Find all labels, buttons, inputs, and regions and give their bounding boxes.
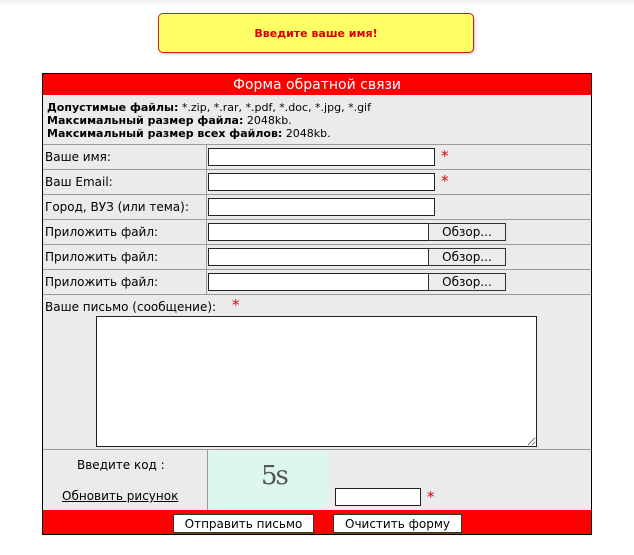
captcha-label: Введите код : — [77, 458, 165, 472]
city-row — [43, 195, 591, 220]
message-required-mark: * — [232, 296, 240, 314]
max-total-line — [47, 127, 591, 140]
name-row — [43, 145, 591, 170]
attach-path-input-2[interactable] — [208, 248, 429, 266]
attach-row-1 — [43, 220, 591, 245]
max-total-label: Максимальный размер всех файлов: — [47, 127, 283, 140]
browse-button-3[interactable]: Обзор... — [428, 273, 506, 291]
browse-button-2[interactable]: Обзор... — [428, 248, 506, 266]
allowed-files-label: Допустимые файлы: — [47, 101, 179, 114]
message-textarea[interactable] — [96, 316, 537, 447]
validation-alert — [158, 13, 474, 53]
captcha-image — [209, 451, 329, 507]
allowed-files-value: *.zip, *.rar, *.pdf, *.doc, *.jpg, *.gif — [181, 101, 371, 114]
file-info — [43, 95, 591, 145]
alert-text: Введите ваше имя! — [254, 26, 378, 40]
message-row — [43, 295, 591, 450]
city-input[interactable] — [208, 198, 435, 216]
attach-label-1: Приложить файл: — [43, 220, 207, 244]
max-total-value: 2048kb. — [285, 127, 331, 140]
allowed-files-line — [47, 101, 591, 114]
window-top-edge — [0, 0, 634, 6]
email-label: Ваш Email: — [43, 170, 207, 194]
feedback-form — [42, 73, 592, 535]
max-file-line — [47, 114, 591, 127]
attach-label-2: Приложить файл: — [43, 245, 207, 269]
captcha-code-input[interactable] — [335, 488, 421, 506]
refresh-captcha-link[interactable]: Обновить рисунок — [62, 489, 179, 503]
attach-path-input-3[interactable] — [208, 273, 429, 291]
captcha-required-mark: * — [427, 488, 435, 506]
reset-button[interactable]: Очистить форму — [333, 514, 462, 533]
email-required-mark: * — [441, 172, 449, 190]
city-label: Город, ВУЗ (или тема): — [43, 195, 207, 219]
attach-row-2 — [43, 245, 591, 270]
name-input[interactable] — [208, 148, 435, 166]
max-file-value: 2048kb. — [246, 114, 292, 127]
captcha-row — [43, 450, 591, 510]
captcha-divider — [207, 450, 208, 510]
submit-button[interactable]: Отправить письмо — [173, 514, 314, 533]
email-row — [43, 170, 591, 195]
name-label: Ваше имя: — [43, 145, 207, 169]
attach-label-3: Приложить файл: — [43, 270, 207, 294]
form-title: Форма обратной связи — [43, 74, 591, 95]
message-label: Ваше письмо (сообщение): — [45, 300, 217, 314]
form-footer — [43, 510, 591, 534]
email-input[interactable] — [208, 173, 435, 191]
attach-path-input-1[interactable] — [208, 223, 429, 241]
browse-button-1[interactable]: Обзор... — [428, 223, 506, 241]
max-file-label: Максимальный размер файла: — [47, 114, 244, 127]
attach-row-3 — [43, 270, 591, 295]
captcha-image-text: 5s — [261, 461, 287, 491]
name-required-mark: * — [441, 147, 449, 165]
